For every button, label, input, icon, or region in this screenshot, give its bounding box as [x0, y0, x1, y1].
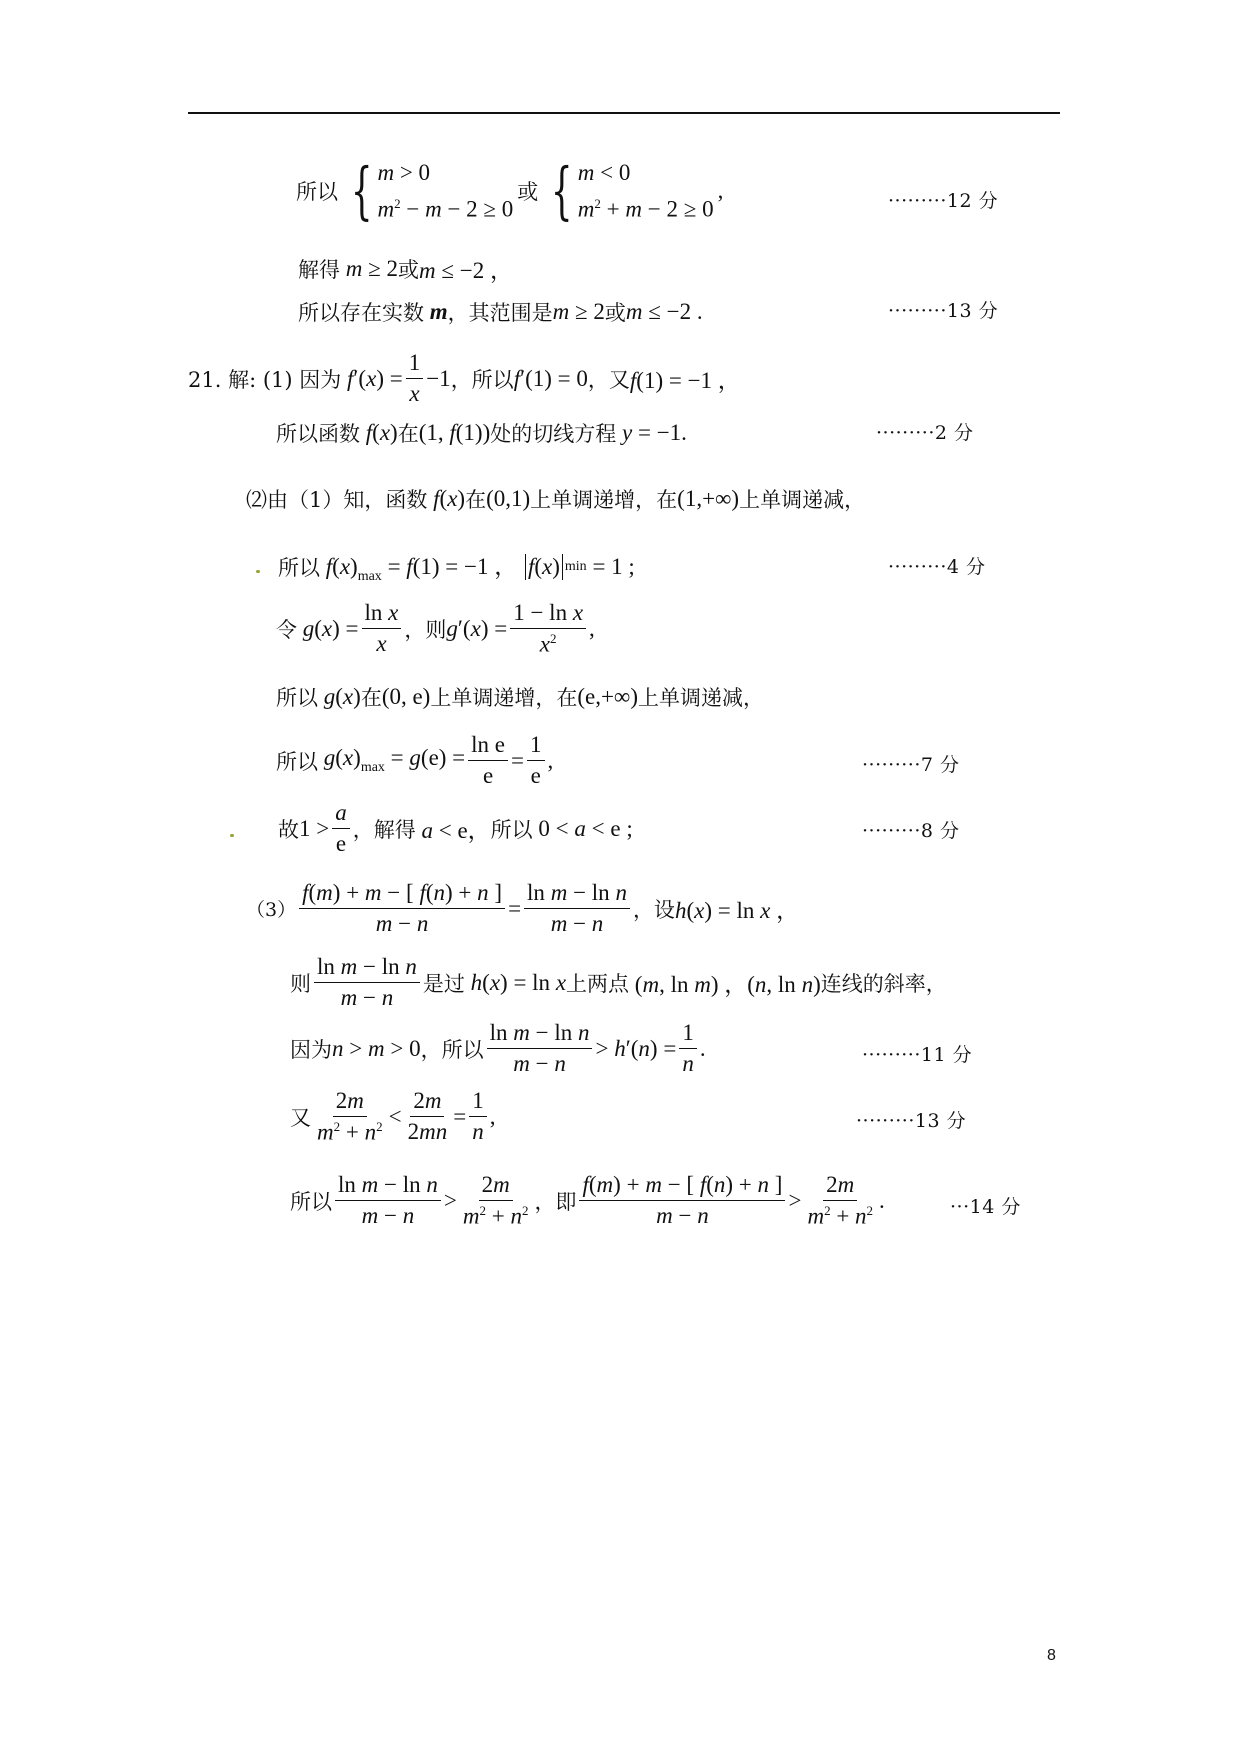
text: 所以 — [278, 555, 320, 580]
fraction: $\frac{1}{e}$ — [527, 732, 545, 789]
text: ，设 — [632, 897, 675, 922]
text: 上单调递减， — [638, 686, 764, 710]
fraction: $\frac{2m}{m^2 + n^2}$ — [462, 1172, 529, 1229]
score-mark: ·········2 分 — [876, 422, 974, 444]
fraction: $\frac{a}{e}$ — [332, 800, 350, 857]
text: 所以 — [296, 180, 338, 205]
text: 令 — [276, 617, 297, 642]
text: 故 — [278, 817, 299, 842]
solution-line: 21. 解: (1) 因为 f′(x) = $\frac{1}{x}$ −1 ，所以 f′(1) = 0 ，又 f(1) = −1 ， — [188, 350, 741, 406]
fraction: $\frac{2m}{m^2 + n^2}$ — [807, 1172, 874, 1229]
solution-line: 所以 g(x) 在 (0, e) 上单调递增，在 (e,+∞) 上单调递减， — [276, 684, 764, 710]
fraction: $\frac{1}{x}$ — [406, 350, 424, 407]
fraction: $\frac{\text{ln m − ln n}}{m - n}$ — [314, 954, 420, 1011]
stray-mark — [230, 834, 234, 837]
fraction: $\frac{f(m) + m - [ f(n) + n ]}{m - n}$ — [579, 1172, 785, 1229]
text: 所以存在实数 — [298, 301, 424, 325]
text: ，即 — [534, 1189, 577, 1214]
text: 则 — [290, 971, 311, 996]
fraction: $\frac{1}{n}$ — [679, 1020, 697, 1077]
text: ，所以 — [450, 367, 514, 392]
stray-mark — [256, 570, 260, 573]
solution-line: 故 1 > $\frac{a}{e}$ ，解得 a < e， 所以 0 < a < e ; — [278, 800, 633, 856]
text: 或 — [517, 180, 539, 205]
text: ，其范围是 — [447, 301, 553, 325]
text: 上单调递增，在 — [530, 488, 678, 512]
fraction: $\frac{\text{ln x}}{x}$ — [362, 600, 402, 657]
solution-line: 因为 n > m > 0 ，所以 $\frac{\text{ln m − ln n}}{m - n}$ > h′(n) = $\frac{1}{n}$ . — [290, 1020, 706, 1076]
text: ，解得 — [352, 817, 416, 842]
page-number: 8 — [1047, 1647, 1056, 1664]
solution-line: 所以 { m > 0 $m^2 - m - 2 \ge 0$ 或 { m < 0 $m^2 + m - 2 \ge 0$ , — [296, 154, 724, 228]
text: 或 — [604, 301, 626, 325]
solution-line: 则 $\frac{\text{ln m − ln n}}{m - n}$ 是过 h(x) = ln x 上两点 (m, ln m) ，(n, ln n) 连线的斜率， — [290, 954, 947, 1010]
text: 因为 — [290, 1037, 332, 1062]
fraction: $\frac{\text{ln m − ln n}}{m - n}$ — [487, 1020, 593, 1077]
fraction: $\frac{\text{ln e}}{e}$ — [468, 732, 508, 789]
score-mark: ·········8 分 — [862, 820, 960, 842]
inequality-system: { m < 0 $m^2 + m - 2 \ge 0$ — [551, 154, 714, 228]
fraction: $\frac{\text{ln m − ln n}}{m - n}$ — [524, 880, 630, 937]
solution-line: 所以 $g(x)_{max} = g(e)$ = $\frac{\text{ln e}}{e}$ = $\frac{1}{e}$ , — [276, 732, 554, 788]
text: 上两点 — [566, 971, 630, 996]
solution-line: 所以函数 f(x) 在 (1, f(1)) 处的切线方程 y = −1. — [276, 420, 687, 446]
solution-line: 解得 m ≥ 2 或 m ≤ −2 ， — [298, 255, 513, 283]
solution-line: 所以 $f(x)_{max} = f(1) = -1$ ， f ( x ) min = 1 ; — [278, 553, 635, 584]
header-rule — [188, 112, 1060, 114]
text: 所以函数 — [276, 422, 360, 446]
fraction: $\frac{f(m) + m - [ f(n) + n ]}{m - n}$ — [299, 880, 505, 937]
text: 或 — [398, 257, 419, 282]
fraction: $\frac{1}{n}$ — [469, 1088, 487, 1145]
fraction: $\frac{\text{1 − ln x}}{x^2}$ — [510, 600, 586, 658]
text: 又 — [290, 1105, 311, 1130]
score-mark: ·········13 分 — [856, 1110, 967, 1132]
text: 处的切线方程 — [490, 422, 617, 446]
question-label: 21. 解: (1) 因为 — [188, 367, 342, 392]
text: 所以 — [276, 749, 318, 774]
fraction: $\frac{2m}{m^2 + n^2}$ — [317, 1088, 383, 1145]
solution-line: ⑵由（1）知，函数 f(x) 在 (0,1) 上单调递增，在 (1,+∞) 上单调递减， — [246, 486, 866, 512]
score-mark: ···14 分 — [950, 1196, 1021, 1218]
text: 所以 — [290, 1189, 332, 1214]
text: （3） — [246, 899, 297, 921]
solution-line: （3） $\frac{f(m) + m - [ f(n) + n ]}{m - n}$ = $\frac{\text{ln m − ln n}}{m - n}$ ，设 h(x) = ln x ， — [246, 880, 800, 936]
solution-line: 所以存在实数 m ，其范围是 m ≥ 2 或 m ≤ −2 . — [298, 299, 703, 325]
text: 上单调递增，在 — [430, 686, 578, 710]
solution-line: 又 $\frac{2m}{m^2 + n^2}$ < $\frac{2m}{2mn}$ = $\frac{1}{n}$ , — [290, 1088, 496, 1145]
text: 在 — [465, 488, 487, 512]
text: 在 — [360, 686, 382, 710]
text: 是过 — [422, 971, 465, 996]
solution-line: 所以 $\frac{\text{ln m − ln n}}{m - n}$ > $\frac{2m}{m^2 + n^2}$ ，即 $\frac{f(m) + m - [ f(n) + n ]}{m - n}$ > $\frac{2m}{m^2 + n^2}$ . — [290, 1172, 885, 1229]
score-mark: ·········4 分 — [888, 556, 986, 578]
text: 在 — [397, 422, 419, 446]
inequality-system: { m > 0 $m^2 - m - 2 \ge 0$ — [350, 154, 514, 228]
solution-line: 令 g(x) = $\frac{\text{ln x}}{x}$ ，则 g′(x) = $\frac{\text{1 − ln x}}{x^2}$ , — [276, 600, 595, 657]
text: ⑵由（1）知，函数 — [246, 488, 428, 512]
fraction: $\frac{\text{ln m − ln n}}{m - n}$ — [335, 1172, 441, 1229]
text: ，所以 — [420, 1037, 484, 1062]
text: 上单调递减， — [739, 488, 866, 512]
text: 所以 — [490, 817, 533, 842]
text: ，则 — [404, 617, 447, 642]
score-mark: ·········13 分 — [888, 300, 999, 322]
score-mark: ·········12 分 — [888, 190, 999, 212]
text: 连线的斜率， — [820, 971, 947, 996]
score-mark: ·········11 分 — [862, 1044, 973, 1066]
text: ，又 — [587, 367, 630, 392]
text: 解得 — [298, 257, 340, 282]
fraction: $\frac{2m}{2mn}$ — [407, 1088, 448, 1145]
text: 所以 — [276, 686, 318, 710]
score-mark: ·········7 分 — [862, 754, 960, 776]
